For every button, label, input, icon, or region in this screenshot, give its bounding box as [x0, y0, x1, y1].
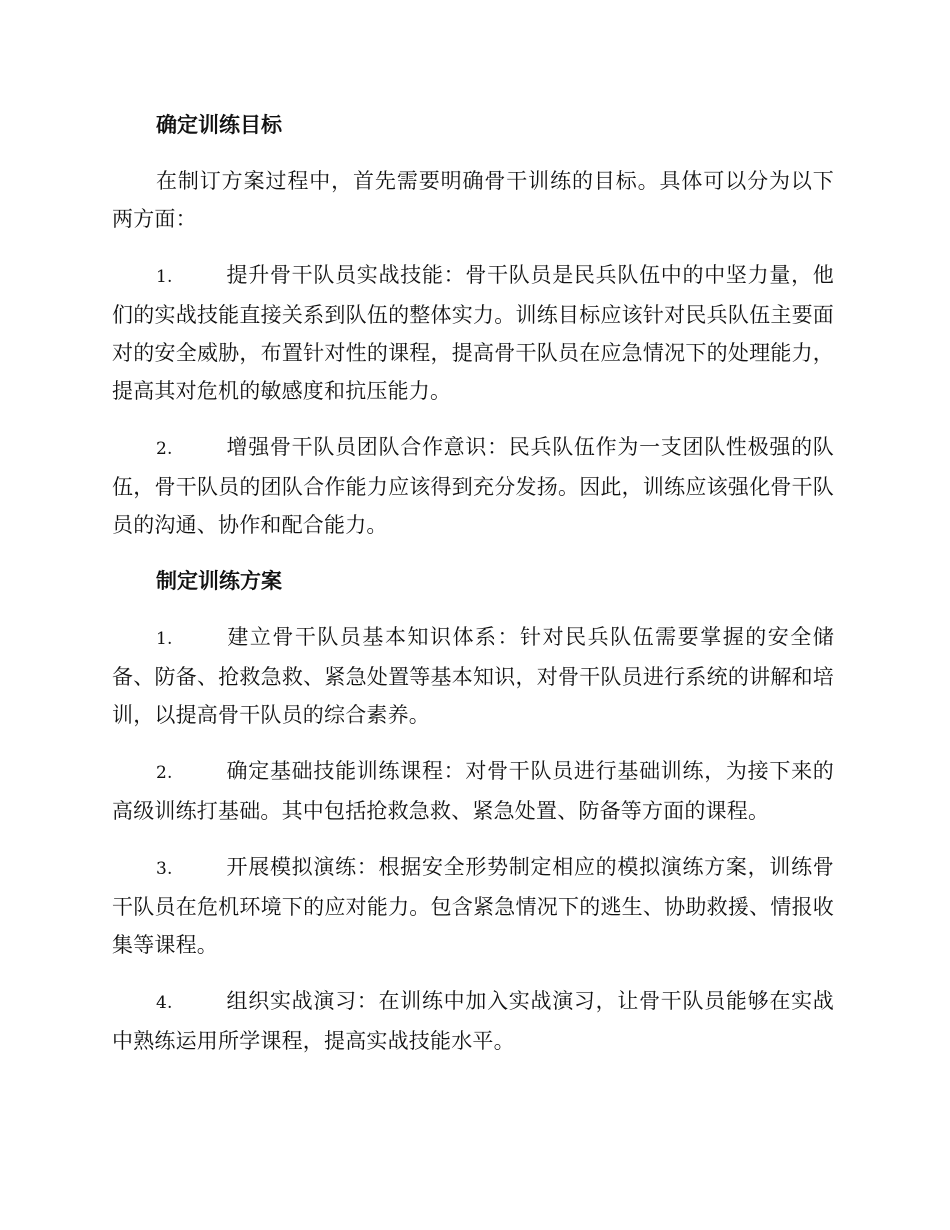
goal-list-item [112, 428, 834, 544]
goal-list-item [112, 256, 834, 410]
goals-intro-paragraph: 在制订方案过程中，首先需要明确骨干训练的目标。具体可以分为以下两方面： [112, 169, 834, 231]
list-item-number: 1. [156, 629, 173, 649]
list-item-text: 增强骨干队员团队合作意识：民兵队伍作为一支团队性极强的队伍，骨干队员的团队合作能力应该得到充分发扬。因此，训练应该强化骨干队员的沟通、协作和配合能力。 [112, 435, 834, 537]
list-item-text: 建立骨干队员基本知识体系：针对民兵队伍需要掌握的安全储备、防备、抢救急救、紧急处置等基本知识，对骨干队员进行系统的讲解和培训，以提高骨干队员的综合素养。 [112, 625, 834, 727]
list-item-number: 2. [156, 763, 173, 783]
list-item-number: 2. [156, 439, 173, 459]
list-item-number: 4. [156, 993, 173, 1013]
list-item-number: 3. [156, 859, 173, 879]
plan-list-item [112, 752, 834, 830]
section-heading-plan: 制定训练方案 [156, 568, 282, 593]
section-heading-goals: 确定训练目标 [156, 112, 282, 137]
plan-list-item [112, 982, 834, 1060]
list-item-number: 1. [156, 267, 173, 287]
document-body [112, 106, 834, 1078]
list-item-text: 组织实战演习：在训练中加入实战演习，让骨干队员能够在实战中熟练运用所学课程，提高实战技能水平。 [112, 989, 834, 1053]
plan-list-item [112, 848, 834, 964]
plan-list-item [112, 618, 834, 734]
list-item-text: 开展模拟演练：根据安全形势制定相应的模拟演练方案，训练骨干队员在危机环境下的应对能力。包含紧急情况下的逃生、协助救援、情报收集等课程。 [112, 855, 834, 957]
list-item-text: 确定基础技能训练课程：对骨干队员进行基础训练，为接下来的高级训练打基础。其中包括抢救急救、紧急处置、防备等方面的课程。 [112, 759, 834, 823]
list-item-text: 提升骨干队员实战技能：骨干队员是民兵队伍中的中坚力量，他们的实战技能直接关系到队伍的整体实力。训练目标应该针对民兵队伍主要面对的安全威胁，布置针对性的课程，提高骨干队员在应急情况下的处理能力，提高其对危机的敏感度和抗压能力。 [112, 263, 834, 403]
